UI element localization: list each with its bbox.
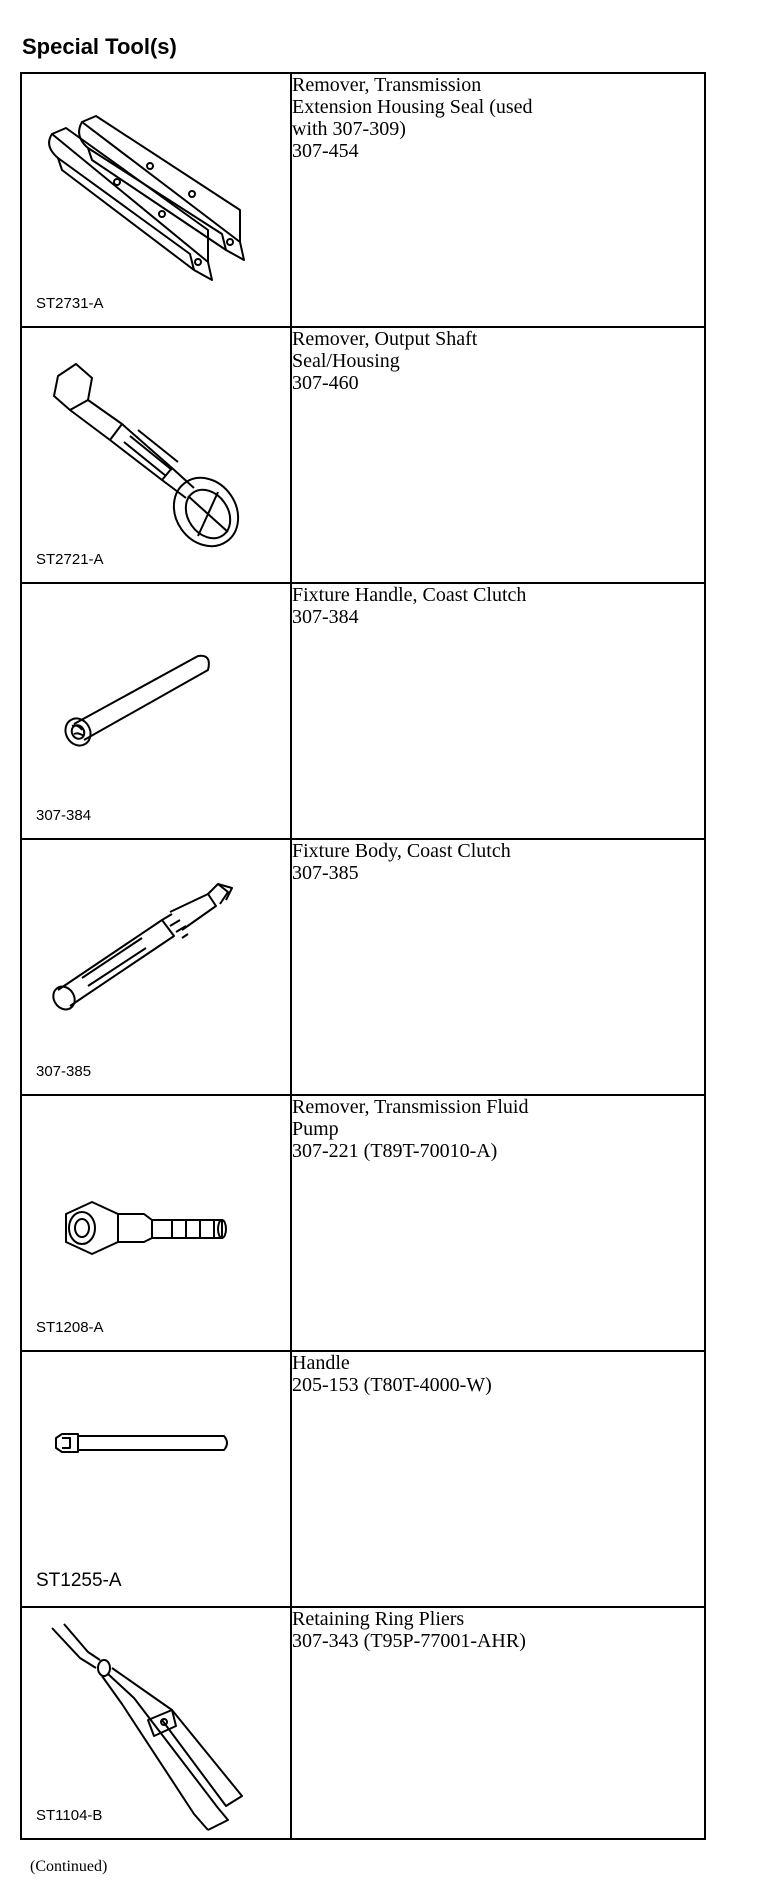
table-row bbox=[21, 73, 705, 327]
tool-caption: 307-384 bbox=[36, 807, 92, 824]
tool-image-cell bbox=[21, 839, 291, 1095]
tool-description-line: Remover, Output Shaft bbox=[292, 328, 478, 350]
tool-image-cell bbox=[21, 583, 291, 839]
tool-caption: ST1208-A bbox=[36, 1319, 104, 1336]
tool-caption: ST1104-B bbox=[36, 1807, 103, 1824]
retaining-ring-pliers-illustration bbox=[22, 1608, 290, 1840]
tool-number: 307-343 (T95P-77001-AHR) bbox=[292, 1630, 526, 1652]
table-row bbox=[21, 1095, 705, 1351]
fluid-pump-remover-illustration bbox=[22, 1096, 290, 1352]
fixture-handle-illustration bbox=[22, 584, 290, 840]
fixture-body-illustration bbox=[22, 840, 290, 1096]
tool-image-cell bbox=[21, 327, 291, 583]
tool-description bbox=[291, 839, 705, 1095]
tool-description-line: Extension Housing Seal (used bbox=[292, 96, 533, 118]
tool-number: 307-460 bbox=[292, 372, 359, 394]
tool-image-cell bbox=[21, 1351, 291, 1607]
tool-caption: 307-385 bbox=[36, 1063, 92, 1080]
tool-description bbox=[291, 1095, 705, 1351]
tool-image-cell bbox=[21, 1095, 291, 1351]
tool-number: 307-221 (T89T-70010-A) bbox=[292, 1140, 498, 1162]
tool-description-line: Pump bbox=[292, 1118, 339, 1140]
tool-description-line: Fixture Handle, Coast Clutch bbox=[292, 584, 527, 606]
special-tools-table bbox=[20, 72, 706, 1840]
tool-description-line: with 307-309) bbox=[292, 118, 406, 140]
tool-description-line: Fixture Body, Coast Clutch bbox=[292, 840, 511, 862]
tool-number: 307-384 bbox=[292, 606, 359, 628]
tool-number: 205-153 (T80T-4000-W) bbox=[292, 1374, 492, 1396]
extension-housing-seal-remover-illustration bbox=[22, 74, 290, 328]
tool-description-line: Handle bbox=[292, 1352, 350, 1374]
tool-description bbox=[291, 73, 705, 327]
tool-description bbox=[291, 583, 705, 839]
tool-number: 307-385 bbox=[292, 862, 359, 884]
table-row bbox=[21, 583, 705, 839]
table-row bbox=[21, 1351, 705, 1607]
tool-description-line: Remover, Transmission Fluid bbox=[292, 1096, 529, 1118]
table-row bbox=[21, 839, 705, 1095]
table-row bbox=[21, 1607, 705, 1839]
tool-caption: ST2721-A bbox=[36, 551, 104, 568]
tool-description-line: Retaining Ring Pliers bbox=[292, 1608, 465, 1630]
tool-image-cell bbox=[21, 1607, 291, 1839]
tool-caption: ST2731-A bbox=[36, 295, 104, 312]
table-row bbox=[21, 327, 705, 583]
continued-note: (Continued) bbox=[30, 1858, 108, 1875]
tool-number: 307-454 bbox=[292, 140, 359, 162]
tool-description-line: Seal/Housing bbox=[292, 350, 400, 372]
tool-caption: ST1255-A bbox=[36, 1570, 122, 1591]
tool-description bbox=[291, 327, 705, 583]
tool-description bbox=[291, 1607, 705, 1839]
page-heading: Special Tool(s) bbox=[22, 34, 177, 59]
tool-image-cell bbox=[21, 73, 291, 327]
tool-description-line: Remover, Transmission bbox=[292, 74, 482, 96]
output-shaft-seal-remover-illustration bbox=[22, 328, 290, 584]
tool-description bbox=[291, 1351, 705, 1607]
